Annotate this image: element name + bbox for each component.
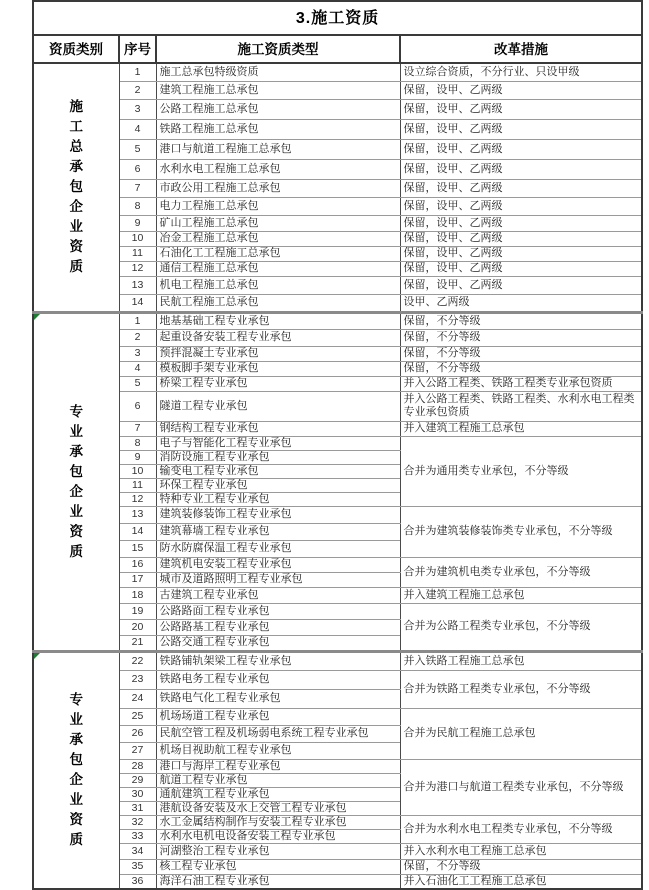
table-row — [33, 376, 642, 391]
header-row — [33, 35, 642, 63]
row-number-cell: 2 — [119, 81, 156, 99]
qualification-type-cell: 城市及道路照明工程专业承包 — [156, 572, 400, 587]
table-row — [33, 197, 642, 215]
reform-measure-cell: 并入石油化工工程施工总承包 — [400, 874, 642, 889]
reform-measure-cell: 并入公路工程类、铁路工程类、水利水电工程类专业承包资质 — [400, 391, 642, 421]
reform-measure-cell: 保留，不分等级 — [400, 361, 642, 376]
column-header-type: 施工资质类型 — [156, 35, 400, 63]
row-number-cell: 30 — [119, 787, 156, 801]
table-row — [33, 506, 642, 523]
qualification-type-cell: 消防设施工程专业承包 — [156, 450, 400, 464]
table-row — [33, 815, 642, 829]
table-row — [33, 391, 642, 421]
qualification-type-cell: 特种专业工程专业承包 — [156, 492, 400, 506]
reform-measure-cell: 合并为水利水电工程类专业承包，不分等级 — [400, 815, 642, 843]
section-marker-icon — [34, 653, 40, 659]
row-number-cell: 9 — [119, 215, 156, 231]
row-number-cell: 16 — [119, 557, 156, 572]
row-number-cell: 11 — [119, 478, 156, 492]
reform-measure-cell: 保留，不分等级 — [400, 312, 642, 329]
row-number-cell: 27 — [119, 742, 156, 759]
row-number-cell: 3 — [119, 346, 156, 361]
row-number-cell: 22 — [119, 651, 156, 670]
table-row — [33, 436, 642, 450]
qualification-type-cell: 建筑幕墙工程专业承包 — [156, 523, 400, 540]
category-label: 专业承包企业资质 — [69, 403, 83, 559]
table-row — [33, 708, 642, 725]
row-number-cell: 7 — [119, 179, 156, 197]
reform-measure-cell: 保留，设甲、乙两级 — [400, 197, 642, 215]
qualification-type-cell: 施工总承包特级资质 — [156, 63, 400, 81]
row-number-cell: 31 — [119, 801, 156, 815]
table-row — [33, 329, 642, 346]
row-number-cell: 20 — [119, 619, 156, 635]
row-number-cell: 29 — [119, 773, 156, 787]
category-cell — [33, 63, 119, 312]
qualification-type-cell: 公路路面工程专业承包 — [156, 603, 400, 619]
qualification-type-cell: 钢结构工程专业承包 — [156, 421, 400, 436]
row-number-cell: 3 — [119, 99, 156, 119]
row-number-cell: 5 — [119, 376, 156, 391]
qualification-type-cell: 航道工程专业承包 — [156, 773, 400, 787]
row-number-cell: 9 — [119, 450, 156, 464]
qualification-type-cell: 河湖整治工程专业承包 — [156, 843, 400, 859]
qualification-type-cell: 地基基础工程专业承包 — [156, 312, 400, 329]
row-number-cell: 33 — [119, 829, 156, 843]
table-row — [33, 179, 642, 197]
title-row — [33, 1, 642, 35]
table-row — [33, 119, 642, 139]
table-row — [33, 603, 642, 619]
table-row — [33, 246, 642, 261]
row-number-cell: 32 — [119, 815, 156, 829]
row-number-cell: 6 — [119, 159, 156, 179]
row-number-cell: 1 — [119, 312, 156, 329]
reform-measure-cell: 并入建筑工程施工总承包 — [400, 587, 642, 603]
column-header-category: 资质类别 — [33, 35, 119, 63]
row-number-cell: 8 — [119, 197, 156, 215]
table-row — [33, 759, 642, 773]
qualification-type-cell: 石油化工工程施工总承包 — [156, 246, 400, 261]
reform-measure-cell: 并入水利水电工程施工总承包 — [400, 843, 642, 859]
column-header-number: 序号 — [119, 35, 156, 63]
table-row — [33, 261, 642, 276]
row-number-cell: 25 — [119, 708, 156, 725]
reform-measure-cell: 合并为建筑装修装饰类专业承包，不分等级 — [400, 506, 642, 557]
row-number-cell: 10 — [119, 231, 156, 246]
qualification-type-cell: 机电工程施工总承包 — [156, 276, 400, 294]
qualification-type-cell: 水利水电机电设备安装工程专业承包 — [156, 829, 400, 843]
reform-measure-cell: 保留，设甲、乙两级 — [400, 261, 642, 276]
reform-measure-cell: 合并为建筑机电类专业承包，不分等级 — [400, 557, 642, 587]
table-row — [33, 843, 642, 859]
reform-measure-cell: 保留，设甲、乙两级 — [400, 215, 642, 231]
row-number-cell: 14 — [119, 294, 156, 312]
row-number-cell: 17 — [119, 572, 156, 587]
qualification-type-cell: 隧道工程专业承包 — [156, 391, 400, 421]
table-row — [33, 670, 642, 689]
row-number-cell: 10 — [119, 464, 156, 478]
table-row — [33, 361, 642, 376]
qualification-type-cell: 民航工程施工总承包 — [156, 294, 400, 312]
table-row — [33, 215, 642, 231]
row-number-cell: 28 — [119, 759, 156, 773]
table-row — [33, 859, 642, 874]
qualification-type-cell: 矿山工程施工总承包 — [156, 215, 400, 231]
row-number-cell: 4 — [119, 119, 156, 139]
reform-measure-cell: 保留，设甲、乙两级 — [400, 246, 642, 261]
qualification-type-cell: 起重设备安装工程专业承包 — [156, 329, 400, 346]
qualification-type-cell: 建筑机电安装工程专业承包 — [156, 557, 400, 572]
table-row — [33, 874, 642, 889]
reform-measure-cell: 保留，设甲、乙两级 — [400, 179, 642, 197]
qualification-type-cell: 铁路电气化工程专业承包 — [156, 689, 400, 708]
table-row — [33, 651, 642, 670]
row-number-cell: 15 — [119, 540, 156, 557]
row-number-cell: 35 — [119, 859, 156, 874]
qualification-type-cell: 铁路铺轨架梁工程专业承包 — [156, 651, 400, 670]
table-row — [33, 346, 642, 361]
qualification-type-cell: 核工程专业承包 — [156, 859, 400, 874]
row-number-cell: 7 — [119, 421, 156, 436]
qualification-type-cell: 公路交通工程专业承包 — [156, 635, 400, 651]
row-number-cell: 4 — [119, 361, 156, 376]
category-label: 施工总承包企业资质 — [69, 99, 83, 275]
row-number-cell: 23 — [119, 670, 156, 689]
reform-measure-cell: 并入公路工程类、铁路工程类专业承包资质 — [400, 376, 642, 391]
reform-measure-cell: 并入铁路工程施工总承包 — [400, 651, 642, 670]
row-number-cell: 24 — [119, 689, 156, 708]
table-row — [33, 587, 642, 603]
row-number-cell: 2 — [119, 329, 156, 346]
row-number-cell: 34 — [119, 843, 156, 859]
reform-measure-cell: 保留，设甲、乙两级 — [400, 231, 642, 246]
category-cell — [33, 651, 119, 889]
reform-measure-cell: 保留，设甲、乙两级 — [400, 81, 642, 99]
qualification-type-cell: 输变电工程专业承包 — [156, 464, 400, 478]
reform-measure-cell: 合并为公路工程类专业承包，不分等级 — [400, 603, 642, 651]
reform-measure-cell: 合并为民航工程施工总承包 — [400, 708, 642, 759]
row-number-cell: 36 — [119, 874, 156, 889]
qualification-type-cell: 建筑装修装饰工程专业承包 — [156, 506, 400, 523]
table-row — [33, 294, 642, 312]
reform-measure-cell: 并入建筑工程施工总承包 — [400, 421, 642, 436]
qualification-type-cell: 桥梁工程专业承包 — [156, 376, 400, 391]
qualification-type-cell: 公路路基工程专业承包 — [156, 619, 400, 635]
qualification-type-cell: 市政公用工程施工总承包 — [156, 179, 400, 197]
table-row — [33, 312, 642, 329]
table-row — [33, 276, 642, 294]
row-number-cell: 14 — [119, 523, 156, 540]
reform-measure-cell: 保留，设甲、乙两级 — [400, 99, 642, 119]
reform-measure-cell: 合并为通用类专业承包，不分等级 — [400, 436, 642, 506]
row-number-cell: 1 — [119, 63, 156, 81]
qualification-type-cell: 机场场道工程专业承包 — [156, 708, 400, 725]
qualification-type-cell: 冶金工程施工总承包 — [156, 231, 400, 246]
row-number-cell: 12 — [119, 492, 156, 506]
reform-measure-cell: 保留，设甲、乙两级 — [400, 119, 642, 139]
row-number-cell: 5 — [119, 139, 156, 159]
qualification-type-cell: 铁路工程施工总承包 — [156, 119, 400, 139]
reform-measure-cell: 合并为港口与航道工程类专业承包，不分等级 — [400, 759, 642, 815]
reform-measure-cell: 保留，不分等级 — [400, 346, 642, 361]
category-label: 专业承包企业资质 — [69, 692, 83, 848]
row-number-cell: 18 — [119, 587, 156, 603]
section-marker-icon — [34, 314, 40, 320]
reform-measure-cell: 合并为铁路工程类专业承包，不分等级 — [400, 670, 642, 708]
row-number-cell: 19 — [119, 603, 156, 619]
table-row — [33, 421, 642, 436]
qualification-type-cell: 港航设备安装及水上交管工程专业承包 — [156, 801, 400, 815]
reform-measure-cell: 保留，不分等级 — [400, 859, 642, 874]
row-number-cell: 26 — [119, 725, 156, 742]
table-row — [33, 557, 642, 572]
qualification-type-cell: 防水防腐保温工程专业承包 — [156, 540, 400, 557]
reform-measure-cell: 保留，设甲、乙两级 — [400, 139, 642, 159]
construction-qualification-table — [32, 0, 643, 890]
table-row — [33, 63, 642, 81]
row-number-cell: 11 — [119, 246, 156, 261]
qualification-type-cell: 电子与智能化工程专业承包 — [156, 436, 400, 450]
qualification-type-cell: 通航建筑工程专业承包 — [156, 787, 400, 801]
qualification-type-cell: 电力工程施工总承包 — [156, 197, 400, 215]
table-row — [33, 81, 642, 99]
reform-measure-cell: 保留，设甲、乙两级 — [400, 276, 642, 294]
qualification-type-cell: 海洋石油工程专业承包 — [156, 874, 400, 889]
qualification-type-cell: 港口与海岸工程专业承包 — [156, 759, 400, 773]
table-row — [33, 139, 642, 159]
category-cell — [33, 312, 119, 651]
reform-measure-cell: 保留，不分等级 — [400, 329, 642, 346]
qualification-type-cell: 水工金属结构制作与安装工程专业承包 — [156, 815, 400, 829]
row-number-cell: 13 — [119, 506, 156, 523]
row-number-cell: 8 — [119, 436, 156, 450]
reform-measure-cell: 保留，设甲、乙两级 — [400, 159, 642, 179]
page-title: 3.施工资质 — [33, 1, 642, 35]
qualification-type-cell: 模板脚手架专业承包 — [156, 361, 400, 376]
reform-measure-cell: 设立综合资质，不分行业、只设甲级 — [400, 63, 642, 81]
row-number-cell: 13 — [119, 276, 156, 294]
table-row — [33, 99, 642, 119]
qualification-type-cell: 预拌混凝土专业承包 — [156, 346, 400, 361]
qualification-type-cell: 环保工程专业承包 — [156, 478, 400, 492]
qualification-type-cell: 铁路电务工程专业承包 — [156, 670, 400, 689]
qualification-type-cell: 民航空管工程及机场弱电系统工程专业承包 — [156, 725, 400, 742]
qualification-type-cell: 建筑工程施工总承包 — [156, 81, 400, 99]
row-number-cell: 21 — [119, 635, 156, 651]
table-row — [33, 159, 642, 179]
column-header-measure: 改革措施 — [400, 35, 642, 63]
qualification-type-cell: 公路工程施工总承包 — [156, 99, 400, 119]
row-number-cell: 6 — [119, 391, 156, 421]
qualification-type-cell: 古建筑工程专业承包 — [156, 587, 400, 603]
row-number-cell: 12 — [119, 261, 156, 276]
qualification-type-cell: 通信工程施工总承包 — [156, 261, 400, 276]
qualification-type-cell: 水利水电工程施工总承包 — [156, 159, 400, 179]
qualification-type-cell: 港口与航道工程施工总承包 — [156, 139, 400, 159]
reform-measure-cell: 设甲、乙两级 — [400, 294, 642, 312]
qualification-type-cell: 机场目视助航工程专业承包 — [156, 742, 400, 759]
table-row — [33, 231, 642, 246]
